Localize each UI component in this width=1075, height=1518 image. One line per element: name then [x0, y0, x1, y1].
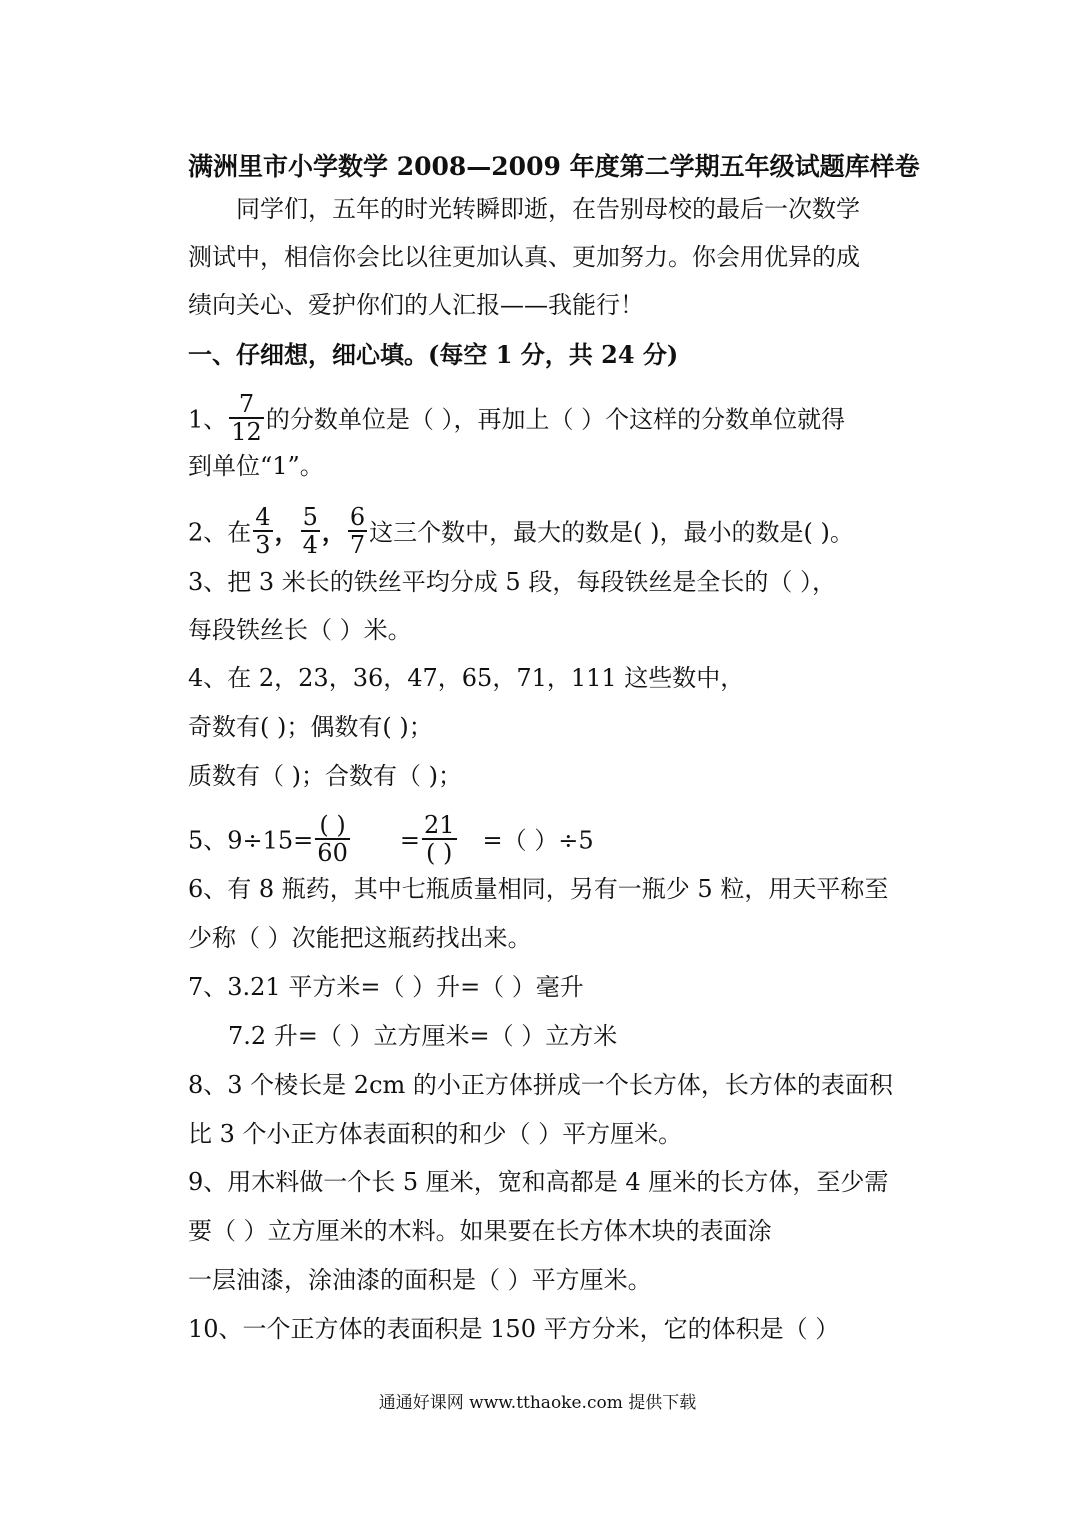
question-3-line-1: 3、把 3 米长的铁丝平均分成 5 段，每段铁丝是全长的（ ），: [188, 568, 836, 596]
q1-frac-den: 12: [231, 418, 262, 446]
section-1-heading: 一、仔细想，细心填。(每空 1 分，共 24 分): [188, 340, 679, 369]
q2-fraction-2: [301, 504, 320, 558]
q5-equals: =: [399, 826, 420, 855]
question-9-line-3: 一层油漆，涂油漆的面积是（ ）平方厘米。: [188, 1266, 652, 1294]
question-8-line-2: 比 3 个小正方体表面积的和少（ ）平方厘米。: [188, 1120, 683, 1148]
question-3-line-2: 每段铁丝长（ ）米。: [188, 616, 412, 644]
question-4-odd-even: 奇数有( )；偶数有( )；: [188, 713, 433, 741]
question-10: 10、一个正方体的表面积是 150 平方分米，它的体积是（ ）: [188, 1315, 840, 1343]
question-7-line-1: 7、3.21 平方米=（ ）升=（ ）毫升: [188, 973, 584, 1001]
q1-prefix: 1、: [188, 405, 228, 434]
q2-fraction-1: [253, 504, 272, 558]
question-8-line-1: 8、3 个棱长是 2cm 的小正方体拼成一个长方体，长方体的表面积: [188, 1071, 893, 1099]
question-9-line-1: 9、用木料做一个长 5 厘米，宽和高都是 4 厘米的长方体，至少需: [188, 1168, 889, 1196]
q2-frac3-den: 7: [349, 531, 366, 559]
question-9-line-2: 要（ ）立方厘米的木料。如果要在长方体木块的表面涂: [188, 1217, 772, 1245]
q2-frac1-num: 4: [255, 503, 271, 531]
q5-frac1-den: 60: [317, 839, 348, 867]
footer-download-note: 通通好课网 www.tthaoke.com 提供下载: [378, 1393, 697, 1413]
q1-text: 的分数单位是（ ），再加上（ ）个这样的分数单位就得: [265, 405, 846, 434]
intro-line-2: 测试中，相信你会比以往更加认真、更加努力。你会用优异的成: [188, 243, 860, 271]
q2-fraction-3: [348, 504, 367, 558]
q5-frac2-num: 21: [423, 811, 455, 839]
question-4-prime-composite: 质数有（ )；合数有（ )；: [188, 762, 462, 790]
question-4-line-1: 4、在 2，23，36，47，65，71，111 这些数中，: [188, 664, 745, 692]
exam-title: 满洲里市小学数学 2008—2009 年度第二学期五年级试题库样卷: [188, 152, 920, 181]
q5-frac2-den: ( ): [426, 839, 453, 867]
q5-fraction-2: [422, 812, 457, 866]
q5-prefix: 5、9÷15=: [188, 826, 314, 855]
q2-frac3-num: 6: [349, 503, 366, 531]
q1-frac-num: 7: [229, 391, 264, 419]
q2-frac2-den: 4: [302, 531, 318, 559]
q2-sep-2: ，: [321, 517, 346, 547]
q5-suffix: =（ ）÷5: [482, 826, 594, 855]
question-1: [188, 390, 846, 448]
q1-fraction: [229, 391, 264, 445]
intro-line-1: 同学们，五年的时光转瞬即逝，在告别母校的最后一次数学: [236, 195, 860, 223]
question-2: [188, 503, 854, 561]
question-7-line-2: 7.2 升=（ ）立方厘米=（ ）立方米: [228, 1022, 618, 1050]
q2-sep-1: ，: [274, 517, 299, 547]
q2-frac2-num: 5: [302, 503, 318, 531]
intro-line-3: 绩向关心、爱护你们的人汇报——我能行！: [188, 291, 644, 319]
q2-text: 这三个数中，最大的数是( )，最小的数是( )。: [369, 518, 854, 547]
q2-frac1-den: 3: [255, 531, 271, 559]
question-5: [188, 811, 594, 869]
q5-fraction-1: [315, 812, 350, 866]
question-6-line-2: 少称（ ）次能把这瓶药找出来。: [188, 924, 532, 952]
q5-frac1-num: ( ): [315, 812, 350, 840]
q2-prefix: 2、在: [188, 518, 252, 547]
question-6-line-1: 6、有 8 瓶药，其中七瓶质量相同，另有一瓶少 5 粒，用天平称至: [188, 875, 889, 903]
question-1-line-2: 到单位“1”。: [188, 452, 324, 480]
